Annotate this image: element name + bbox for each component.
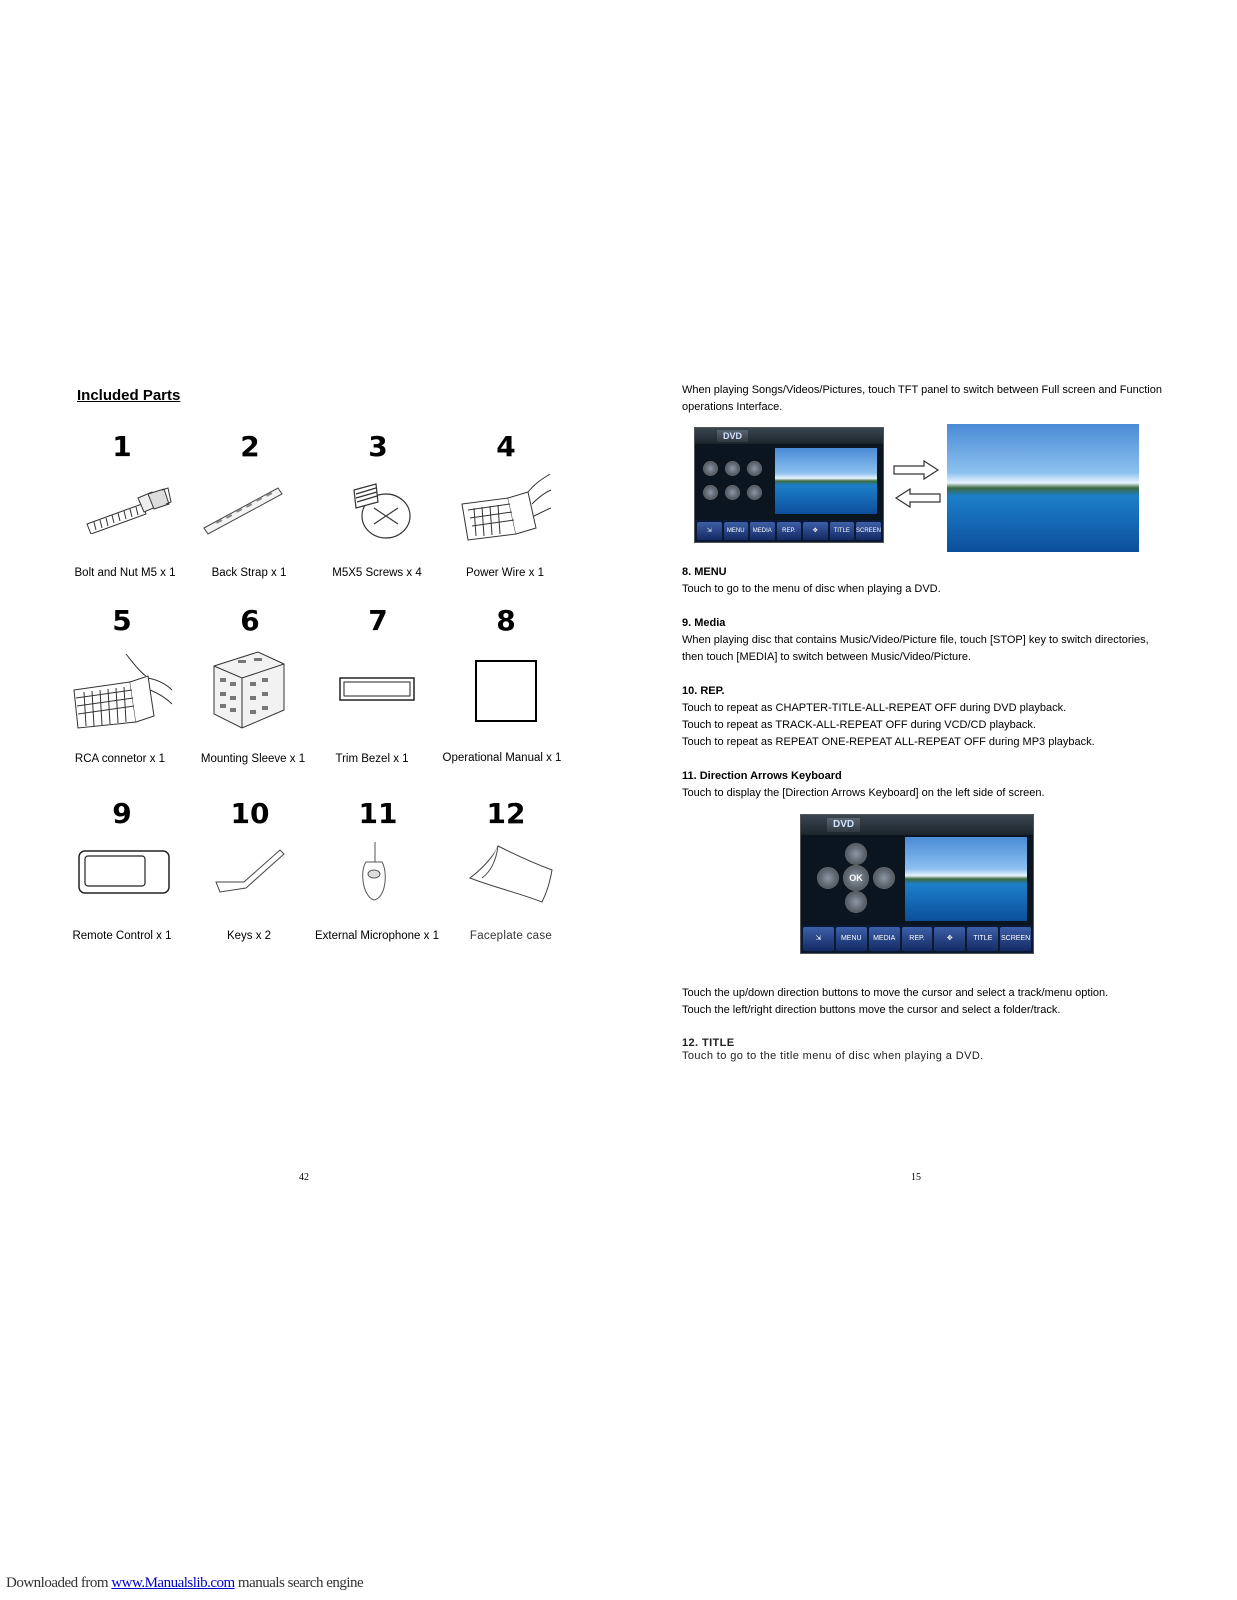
- part-number-11: 11: [358, 797, 398, 830]
- intro-text: [682, 382, 1202, 416]
- section-arrows-line-1: Touch to display the [Direction Arrows Keyboard] on the left side of screen.: [682, 787, 1045, 799]
- forward-button-icon: [747, 485, 762, 500]
- section-menu-line-1: Touch to go to the menu of disc when playing a DVD.: [682, 583, 941, 595]
- direction-notes: [682, 985, 1182, 1019]
- footer-prefix: Downloaded from: [6, 1575, 112, 1591]
- direction-note-1: Touch the up/down direction buttons to move the cursor and select a track/menu option.: [682, 987, 1109, 999]
- part-label-12: Faceplate case: [469, 930, 553, 942]
- next-button-icon: [747, 461, 762, 476]
- part-label-3: M5X5 Screws x 4: [332, 567, 422, 579]
- part-label-10: Keys x 2: [226, 930, 272, 942]
- section-rep-heading: 10. REP.: [682, 685, 725, 697]
- screen-icon-button: ⇲: [697, 522, 722, 540]
- ok-button: OK: [843, 865, 869, 891]
- screen-rep-button: REP.: [777, 522, 802, 540]
- part-number-1: 1: [112, 430, 132, 463]
- part-number-8: 8: [496, 604, 516, 637]
- section-media-heading: 9. Media: [682, 617, 726, 629]
- faceplate-case-image: [466, 842, 556, 906]
- intro-line-1: When playing Songs/Videos/Pictures, touch TFT panel to switch between Full screen and Function: [682, 384, 1162, 396]
- section-title-line-1: Touch to go to the title menu of disc when playing a DVD.: [682, 1050, 984, 1062]
- part-number-4: 4: [496, 430, 516, 463]
- screen2-rep-button: REP.: [902, 927, 933, 951]
- screws-image: [346, 478, 414, 542]
- screen2-tab-label: DVD: [827, 818, 860, 832]
- footer-suffix: manuals search engine: [234, 1575, 364, 1591]
- section-media-line-2: then touch [MEDIA] to switch between Music/Video/Picture.: [682, 651, 971, 663]
- screen-menu-button: MENU: [724, 522, 749, 540]
- function-interface-screenshot: [694, 427, 884, 543]
- part-number-7: 7: [368, 604, 388, 637]
- section-media-line-1: When playing disc that contains Music/Video/Picture file, touch [STOP] key to switch directories,: [682, 634, 1149, 646]
- video-preview: [775, 448, 877, 514]
- part-label-7: Trim Bezel x 1: [335, 753, 409, 765]
- back-strap-image: [202, 482, 284, 538]
- section-title-heading: 12. TITLE: [682, 1037, 735, 1049]
- section-rep: [682, 683, 1182, 751]
- screen2-screen-button: SCREEN: [1000, 927, 1031, 951]
- trim-bezel-image: [338, 676, 418, 704]
- left-arrow-button-icon: [817, 867, 839, 889]
- video-preview-2: [905, 837, 1027, 921]
- part-number-2: 2: [240, 430, 260, 463]
- part-number-12: 12: [486, 797, 526, 830]
- section-title: [682, 1037, 1182, 1063]
- section-arrows: [682, 768, 1182, 802]
- keys-image: [212, 848, 288, 898]
- part-number-3: 3: [368, 430, 388, 463]
- part-label-6: Mounting Sleeve x 1: [200, 753, 306, 765]
- stop-button-icon: [725, 461, 740, 476]
- operational-manual-image: [475, 660, 537, 722]
- screen2-title-button: TITLE: [967, 927, 998, 951]
- screen-title-button: TITLE: [830, 522, 855, 540]
- page-number-right: 15: [911, 1172, 921, 1183]
- footer: [6, 1575, 363, 1592]
- right-arrow-button-icon: [873, 867, 895, 889]
- direction-note-2: Touch the left/right direction buttons move the cursor and select a folder/track.: [682, 1004, 1061, 1016]
- remote-control-image: [76, 848, 172, 896]
- play-pause-button-icon: [725, 485, 740, 500]
- part-label-4: Power Wire x 1: [466, 567, 544, 579]
- rca-connector-image: [70, 650, 174, 730]
- section-rep-line-1: Touch to repeat as CHAPTER-TITLE-ALL-REPEAT OFF during DVD playback.: [682, 702, 1067, 714]
- external-microphone-image: [352, 840, 398, 904]
- screen-top-bar: [695, 428, 883, 444]
- section-menu-heading: 8. MENU: [682, 566, 727, 578]
- screen-screen-button: SCREEN: [856, 522, 881, 540]
- mounting-sleeve-image: [208, 648, 290, 732]
- screen2-button-bar: [801, 925, 1033, 953]
- screen-arrows-button: ✥: [803, 522, 828, 540]
- switch-arrows-icon: [892, 460, 942, 510]
- part-label-11: External Microphone x 1: [314, 930, 439, 942]
- page-title: Included Parts: [77, 387, 181, 404]
- page-number-left: 42: [299, 1172, 309, 1183]
- part-label-1: Bolt and Nut M5 x 1: [74, 567, 176, 579]
- section-arrows-heading: 11. Direction Arrows Keyboard: [682, 770, 842, 782]
- part-number-10: 10: [230, 797, 270, 830]
- screen-tab-label: DVD: [717, 430, 748, 442]
- section-menu: [682, 564, 1182, 598]
- up-arrow-button-icon: [845, 843, 867, 865]
- full-screen-image: [947, 424, 1139, 552]
- prev-button-icon: [703, 461, 718, 476]
- part-label-5: RCA connetor x 1: [74, 753, 166, 765]
- section-rep-line-3: Touch to repeat as REPEAT ONE-REPEAT ALL-REPEAT OFF during MP3 playback.: [682, 736, 1095, 748]
- down-arrow-button-icon: [845, 891, 867, 913]
- screen2-icon-button: ⇲: [803, 927, 834, 951]
- bolt-and-nut-image: [82, 484, 172, 534]
- part-number-6: 6: [240, 604, 260, 637]
- intro-line-2: operations Interface.: [682, 401, 783, 413]
- screen2-arrows-button: ✥: [934, 927, 965, 951]
- part-number-5: 5: [112, 604, 132, 637]
- screen2-top-bar: [801, 815, 1033, 835]
- rewind-button-icon: [703, 485, 718, 500]
- power-wire-image: [458, 474, 552, 544]
- screen2-media-button: MEDIA: [869, 927, 900, 951]
- section-media: [682, 615, 1212, 666]
- part-number-9: 9: [112, 797, 132, 830]
- direction-keyboard-screenshot: [800, 814, 1034, 954]
- part-label-8: Operational Manual x 1: [442, 752, 562, 764]
- screen-media-button: MEDIA: [750, 522, 775, 540]
- part-label-2: Back Strap x 1: [211, 567, 287, 579]
- section-rep-line-2: Touch to repeat as TRACK-ALL-REPEAT OFF during VCD/CD playback.: [682, 719, 1036, 731]
- part-label-9: Remote Control x 1: [72, 930, 172, 942]
- screen-button-bar: [695, 520, 883, 542]
- footer-link[interactable]: www.Manualslib.com: [111, 1575, 235, 1591]
- screen2-menu-button: MENU: [836, 927, 867, 951]
